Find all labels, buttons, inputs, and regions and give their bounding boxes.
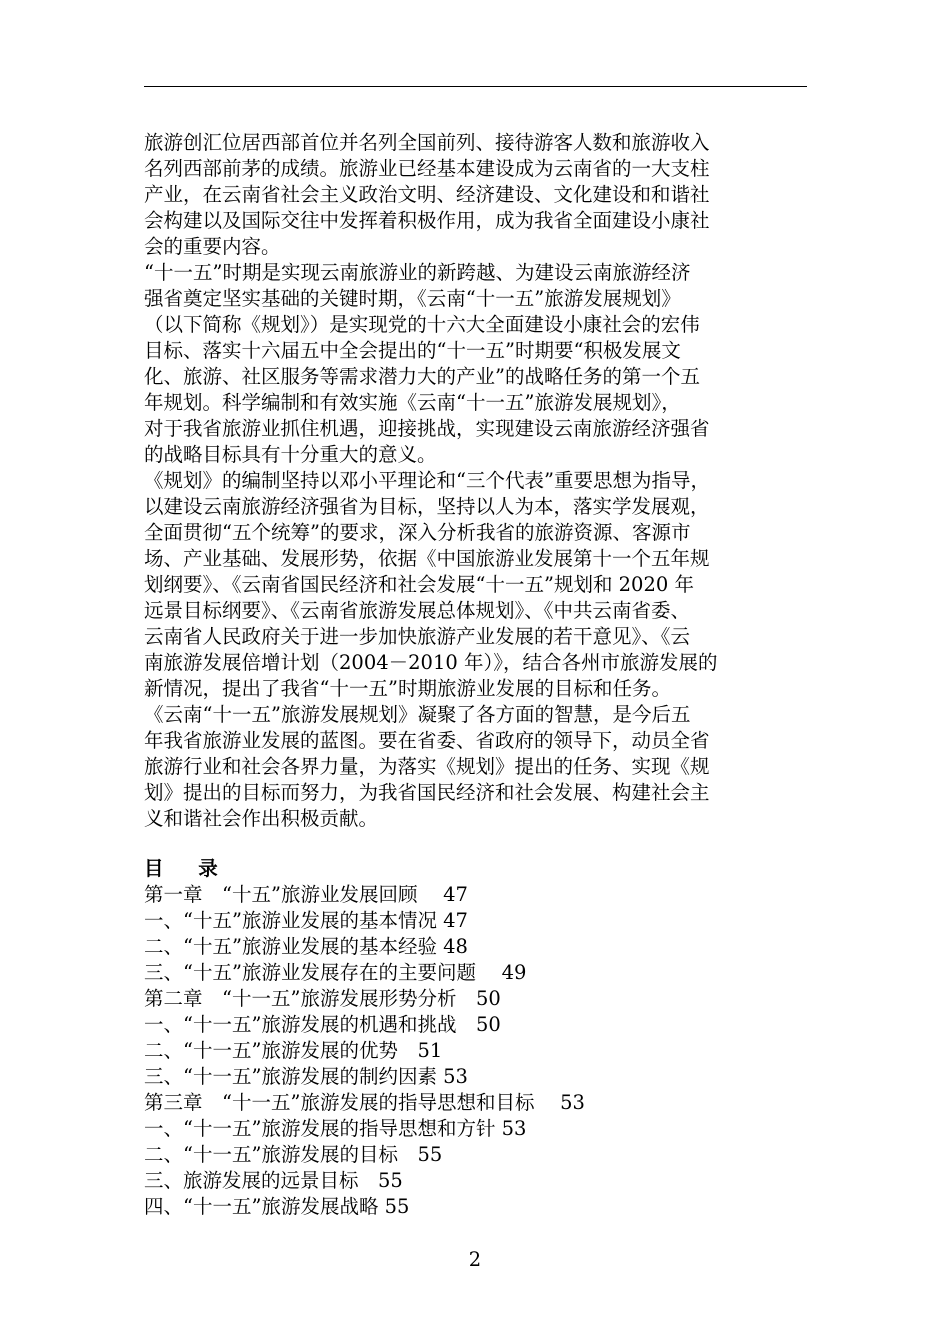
toc-item-3-2[interactable]: 二、“十一五”旅游发展的目标 55 [144,1143,443,1166]
toc-item-chapter-1[interactable]: 第一章 “十五”旅游业发展回顾 47 [144,883,468,906]
toc-item-1-1[interactable]: 一、“十五”旅游业发展的基本情况 47 [144,909,468,932]
toc-item-chapter-2[interactable]: 第二章 “十一五”旅游发展形势分析 50 [144,987,501,1010]
page-number: 2 [468,1248,482,1271]
paragraph-3: 《规划》的编制坚持以邓小平理论和“三个代表”重要思想为指导， 以建设云南旅游经济强省为目标，坚持以人为本，落实学发展观， 全面贯彻“五个统筹”的要求，深入分析我省的旅游资源、客源市 场、产业基础、发展形势，依据《中国旅游业发展第十一个五年规 划纲要》、《云南省国民经济和社会发展“十一五”规划和 2020 年 远景目标纲要》、《云南省旅游发展总体规划》、《中共云南省委、 云南省人民政府关于进一步加快旅游产业发展的若干意见》、《云 南旅游发展倍增计划（2004－2010 年）》，结合各州市旅游发展的 新情况，提出了我省“十一五”时期旅游业发展的目标和任务。 [144,469,718,700]
toc-item-1-2[interactable]: 二、“十五”旅游业发展的基本经验 48 [144,935,468,958]
table-of-contents [144,856,814,1220]
toc-item-3-4[interactable]: 四、“十一五”旅游发展战略 55 [144,1195,410,1218]
toc-item-1-3[interactable]: 三、“十五”旅游业发展存在的主要问题 49 [144,961,527,984]
toc-item-2-1[interactable]: 一、“十一五”旅游发展的机遇和挑战 50 [144,1013,501,1036]
toc-item-chapter-3[interactable]: 第三章 “十一五”旅游发展的指导思想和目标 53 [144,1091,585,1114]
paragraph-1: 旅游创汇位居西部首位并名列全国前列、接待游客人数和旅游收入 名列西部前茅的成绩。旅游业已经基本建设成为云南省的一大支柱 产业，在云南省社会主义政治文明、经济建设、文化建设和和谐社 会构建以及国际交往中发挥着积极作用，成为我省全面建设小康社 会的重要内容。 [144,131,710,258]
paragraph-4: 《云南“十一五”旅游发展规划》凝聚了各方面的智慧，是今后五 年我省旅游业发展的蓝图。要在省委、省政府的领导下，动员全省 旅游行业和社会各界力量，为落实《规划》提出的任务、实现《规 划》提出的目标而努力，为我省国民经济和社会发展、构建社会主 义和谐社会作出积极贡献。 [144,703,710,830]
header-rule [144,86,807,87]
toc-item-3-1[interactable]: 一、“十一五”旅游发展的指导思想和方针 53 [144,1117,527,1140]
toc-item-2-2[interactable]: 二、“十一五”旅游发展的优势 51 [144,1039,443,1062]
toc-item-3-3[interactable]: 三、旅游发展的远景目标 55 [144,1169,403,1192]
paragraph-2: “十一五”时期是实现云南旅游业的新跨越、为建设云南旅游经济 强省奠定坚实基础的关键时期，《云南“十一五”旅游发展规划》 （以下简称《规划》）是实现党的十六大全面建设小康社会的宏伟 目标、落实十六届五中全会提出的“十一五”时期要“积极发展文 化、旅游、社区服务等需求潜力大的产业”的战略任务的第一个五 年规划。科学编制和有效实施《云南“十一五”旅游发展规划》， 对于我省旅游业抓住机遇，迎接挑战，实现建设云南旅游经济强省 的战略目标具有十分重大的意义。 [144,261,710,466]
toc-title: 目 录 [144,857,232,880]
body-text [144,130,824,832]
toc-item-2-3[interactable]: 三、“十一五”旅游发展的制约因素 53 [144,1065,468,1088]
